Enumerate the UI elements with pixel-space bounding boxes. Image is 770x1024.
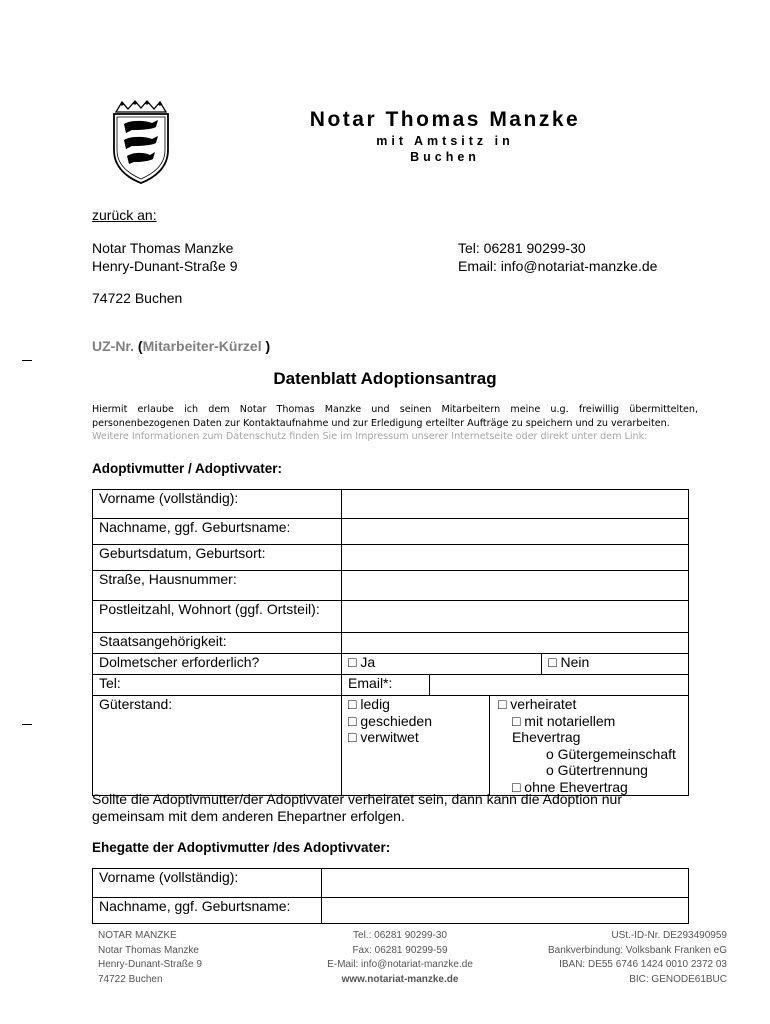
footer-center <box>300 929 500 987</box>
subtitle-line-1: mit Amtsitz in <box>376 134 514 148</box>
spouse-input-nachname[interactable] <box>322 898 689 924</box>
uz-number-line <box>92 338 270 354</box>
footer-left-line: 74722 Buchen <box>98 973 163 985</box>
spouse-label-vorname: Vorname (vollständig): <box>93 869 322 898</box>
input-vorname[interactable] <box>342 490 689 519</box>
label-email: Email*: <box>342 675 430 696</box>
input-geburt[interactable] <box>342 545 689 571</box>
input-plz[interactable] <box>342 601 689 633</box>
checkbox-verheiratet[interactable]: □ verheiratet <box>497 696 577 712</box>
footer-phone: Tel.: 06281 90299-30 <box>353 930 447 941</box>
consent-text: Hiermit erlaube ich dem Notar Thomas Manzke und seinen Mitarbeitern meine u.g. freiwillig übermittelten, personenbezogenen Daten zur Kontaktaufnahme und zur Erledigung erteilter Aufträge zu speichern und zu verarbeiten. <box>92 404 698 429</box>
footer-right-line: IBAN: DE55 6746 1424 0010 2372 03 <box>559 959 727 970</box>
spouse-label-nachname: Nachname, ggf. Geburtsname: <box>93 898 322 924</box>
marriage-note: Sollte die Adoptivmutter/der Adoptivvater verheiratet sein, dann kann die Adoption nur gemeinsam mit dem anderen Ehepartner erfolgen. <box>92 791 623 824</box>
notary-title: Notar Thomas Manzke <box>309 108 581 131</box>
return-address <box>92 239 238 275</box>
input-email[interactable] <box>430 675 689 696</box>
footer-right-line: Bankverbindung: Volksbank Franken eG <box>548 944 727 956</box>
footer-right-line: USt.-ID-Nr. DE293490959 <box>611 930 727 941</box>
return-label: zurück an: <box>92 207 157 223</box>
footer-left-line: NOTAR MANZKE <box>98 930 177 941</box>
checkbox-nein[interactable]: □ Nein <box>542 654 689 675</box>
coat-of-arms-logo <box>108 100 174 184</box>
address-name: Notar Thomas Manzke <box>92 240 234 256</box>
adoptive-parent-table <box>92 489 689 796</box>
address-street: Henry-Dunant-Straße 9 <box>92 258 238 274</box>
input-staat[interactable] <box>342 633 689 654</box>
footer-right <box>500 929 727 987</box>
uz-close-paren: ) <box>265 338 271 354</box>
checkbox-mit-ehevertrag[interactable]: □ mit notariellem Ehevertrag <box>511 712 616 745</box>
label-gueterstand: Güterstand: <box>93 696 342 796</box>
input-nachname[interactable] <box>342 519 689 545</box>
contact-info <box>458 239 657 275</box>
label-strasse: Straße, Hausnummer: <box>93 571 342 601</box>
notary-subtitle <box>280 133 610 165</box>
checkbox-ledig[interactable]: □ ledig <box>348 696 390 712</box>
checkbox-verwitwet[interactable]: □ verwitwet <box>348 729 419 745</box>
option-guetertrennung[interactable]: o Gütertrennung <box>545 762 648 778</box>
fold-mark-bottom <box>22 724 32 725</box>
spouse-table <box>92 868 689 924</box>
uz-label: UZ-Nr. <box>92 338 134 354</box>
document-title: Datenblatt Adoptionsantrag <box>273 369 497 388</box>
footer-left <box>98 929 202 987</box>
uz-open-paren: ( <box>137 338 143 354</box>
consent-paragraph <box>92 403 698 444</box>
marriage-options <box>489 696 688 796</box>
privacy-note: Weitere Informationen zum Datenschutz finden Sie im Impressum unserer Internetseite oder direkt unter dem Link: <box>92 431 648 442</box>
footer-fax: Fax: 06281 90299-59 <box>352 944 448 956</box>
checkbox-ohne-ehevertrag[interactable]: □ ohne Ehevertrag <box>511 778 628 795</box>
label-tel: Tel: <box>93 675 342 696</box>
subtitle-line-2: Buchen <box>410 150 480 164</box>
footer-email-link[interactable]: E-Mail: info@notariat-manzke.de <box>327 959 473 970</box>
label-plz: Postleitzahl, Wohnort (ggf. Ortsteil): <box>93 601 342 633</box>
contact-email: Email: info@notariat-manzke.de <box>458 258 658 274</box>
label-staat: Staatsangehörigkeit: <box>93 633 342 654</box>
address-city: 74722 Buchen <box>92 290 183 306</box>
footer-right-line: BIC: GENODE61BUC <box>629 973 727 985</box>
checkbox-ja[interactable]: □ Ja <box>342 654 542 675</box>
label-nachname: Nachname, ggf. Geburtsname: <box>93 519 342 545</box>
label-geburt: Geburtsdatum, Geburtsort: <box>93 545 342 571</box>
footer-left-line: Henry-Dunant-Straße 9 <box>98 959 202 970</box>
section2-heading: Ehegatte der Adoptivmutter /des Adoptivvater: <box>92 840 391 855</box>
input-strasse[interactable] <box>342 571 689 601</box>
spouse-input-vorname[interactable] <box>322 869 689 898</box>
label-vorname: Vorname (vollständig): <box>93 490 342 519</box>
marital-status-options <box>342 696 490 796</box>
uz-staff-label: Mitarbeiter-Kürzel <box>142 338 262 354</box>
section1-heading: Adoptivmutter / Adoptivvater: <box>92 461 283 476</box>
checkbox-geschieden[interactable]: □ geschieden <box>348 712 433 729</box>
footer-left-line: Notar Thomas Manzke <box>98 944 199 956</box>
fold-mark-top <box>22 360 32 361</box>
contact-phone: Tel: 06281 90299-30 <box>458 240 586 256</box>
footer-website-link[interactable]: www.notariat-manzke.de <box>341 973 459 985</box>
label-dolmetscher: Dolmetscher erforderlich? <box>93 654 342 675</box>
option-guetergemeinschaft[interactable]: o Gütergemeinschaft <box>545 745 676 762</box>
